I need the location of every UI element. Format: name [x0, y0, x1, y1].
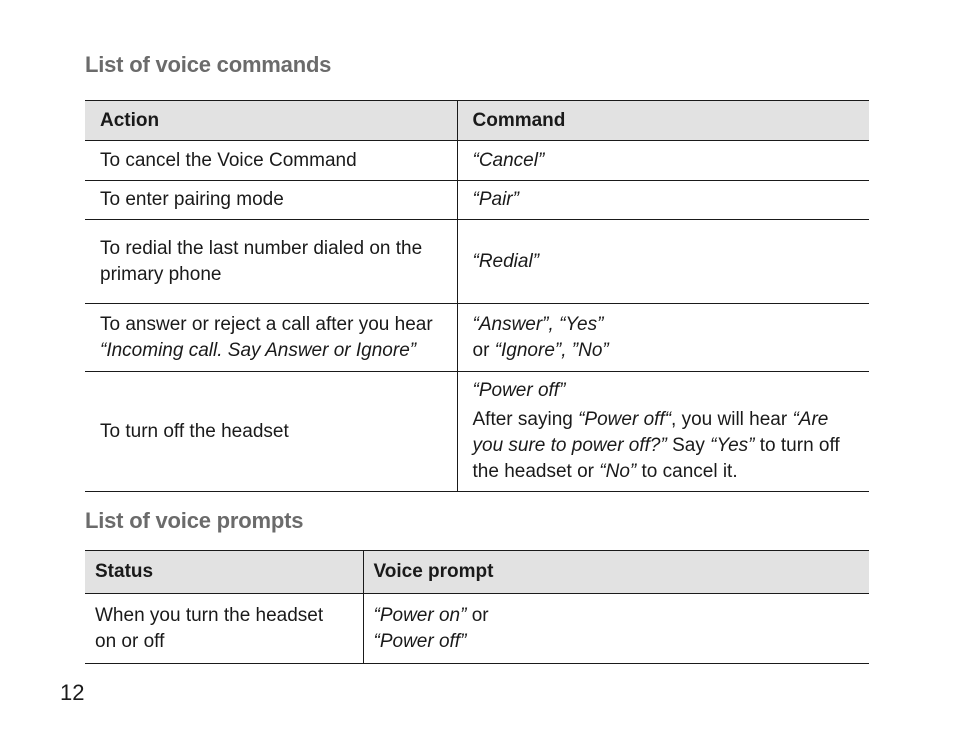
command-line: “Power off” — [472, 380, 566, 401]
table-row — [85, 141, 869, 181]
action-line: primary phone — [100, 263, 222, 285]
note-text: “Yes” — [710, 435, 755, 456]
command-text: or — [472, 339, 495, 361]
note-text: , you will hear — [671, 409, 793, 430]
note-text: “Power off“ — [578, 409, 672, 430]
action-cell: To enter pairing mode — [85, 181, 457, 220]
note-text: Say — [666, 435, 711, 456]
prompt-cell — [363, 594, 869, 664]
prompt-text: or — [466, 604, 489, 626]
command-cell: “Redial” — [457, 220, 869, 304]
table-header-row — [85, 551, 869, 594]
status-line: When you turn the headset — [95, 604, 324, 626]
table-header-row — [85, 101, 869, 141]
command-line — [473, 338, 864, 364]
voice-prompts-table — [85, 550, 869, 664]
voice-commands-table — [85, 100, 869, 492]
command-cell: “Pair” — [457, 181, 869, 220]
command-cell — [457, 304, 869, 372]
table-row — [85, 594, 869, 664]
action-cell — [85, 220, 457, 304]
note-text: to turn off — [754, 435, 840, 456]
command-cell: “Cancel” — [457, 141, 869, 181]
header-status: Status — [85, 551, 363, 594]
table-row — [85, 181, 869, 220]
note-text: “No” — [599, 461, 637, 482]
note-text: After saying — [472, 409, 579, 430]
command-cell — [457, 372, 869, 492]
voice-prompts-title: List of voice prompts — [85, 508, 304, 533]
command-line: “Answer”, “Yes” — [472, 313, 604, 335]
note-text: “Are — [792, 409, 829, 430]
status-line: on or off — [95, 630, 165, 652]
action-line: To redial the last number dialed on the — [100, 237, 423, 259]
action-quote: “Incoming call. Say Answer or Ignore” — [100, 339, 417, 361]
action-cell: To cancel the Voice Command — [85, 141, 457, 181]
voice-commands-title: List of voice commands — [85, 52, 332, 77]
header-action: Action — [85, 101, 457, 141]
table-row — [85, 372, 869, 492]
action-cell: To turn off the headset — [85, 372, 457, 492]
command-text: “Ignore”, ”No” — [494, 339, 609, 361]
status-cell — [85, 594, 363, 664]
header-command: Command — [457, 101, 869, 141]
action-cell — [85, 304, 457, 372]
table-row — [85, 220, 869, 304]
action-line: To answer or reject a call after you hear — [100, 313, 433, 335]
prompt-line: “Power off” — [373, 630, 467, 652]
spacer — [473, 404, 864, 407]
note-text: you sure to power off?” — [472, 435, 667, 456]
prompt-line — [374, 603, 864, 629]
table-row — [85, 304, 869, 372]
command-note — [473, 409, 840, 482]
header-voice-prompt: Voice prompt — [363, 551, 869, 594]
page-number: 12 — [60, 680, 85, 705]
note-text: to cancel it. — [636, 461, 738, 482]
note-text: the headset or — [472, 461, 600, 482]
prompt-text: “Power on” — [373, 604, 467, 626]
